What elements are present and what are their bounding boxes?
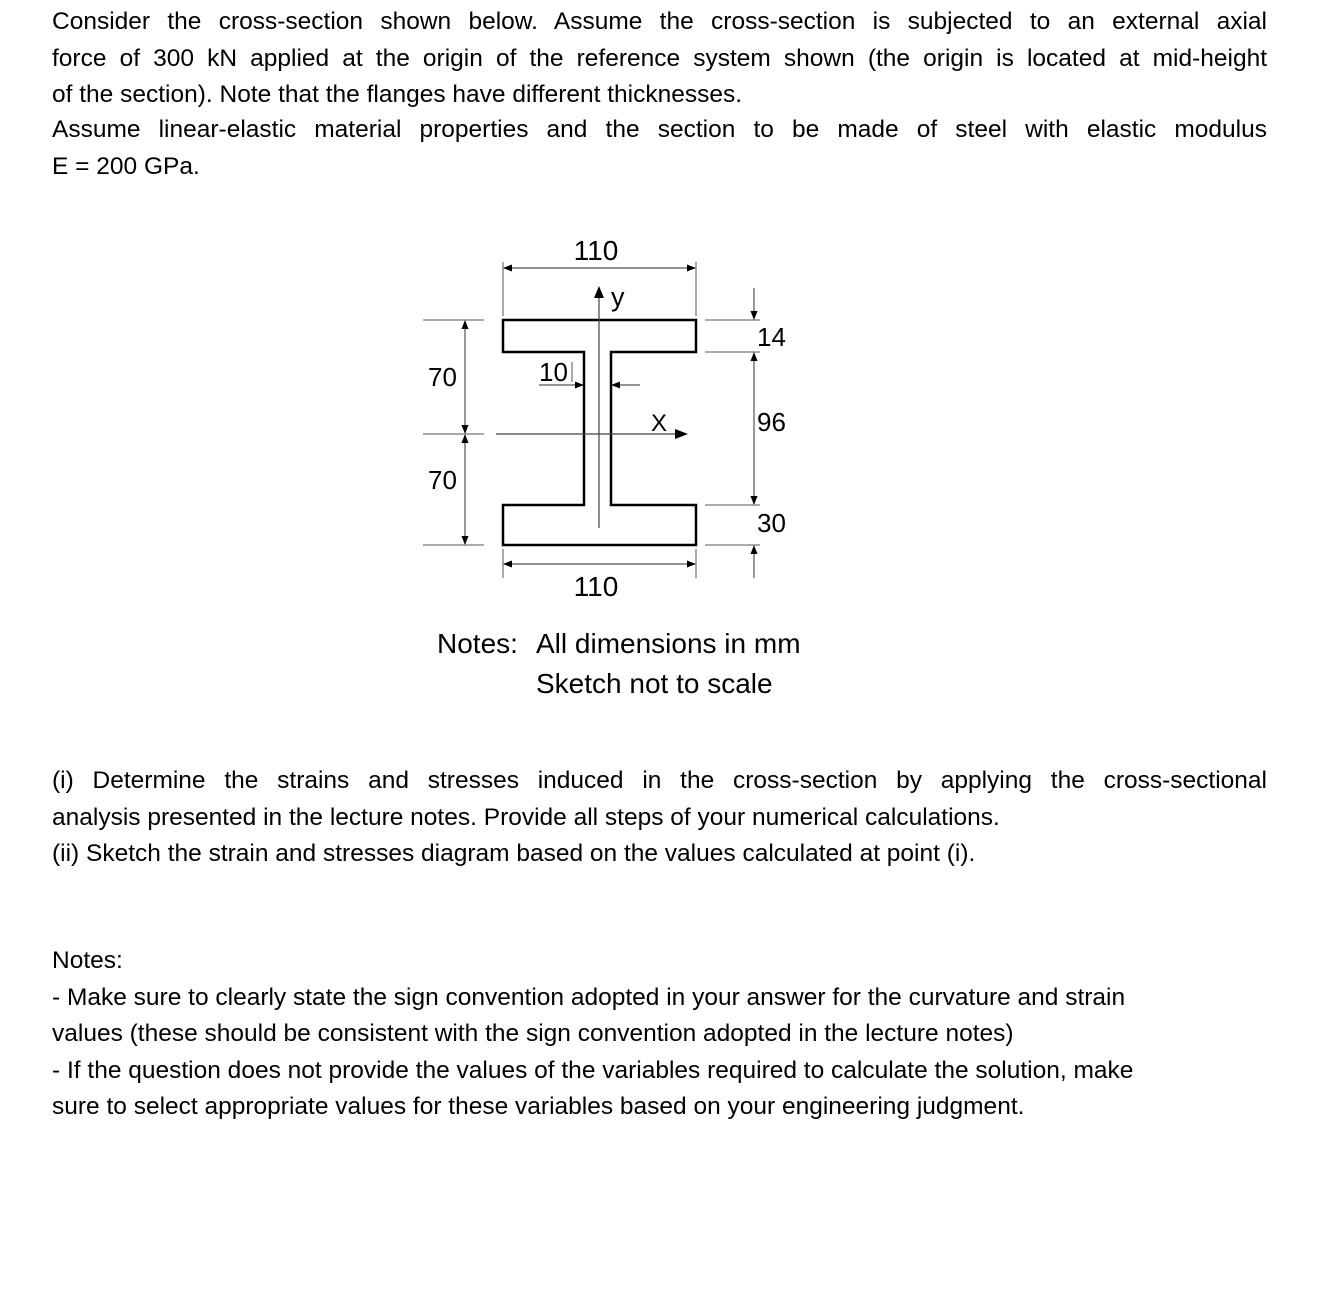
- notes-item-2-line-2: sure to select appropriate values for these variables based on your engineering judgment.: [52, 1093, 1025, 1120]
- task-line-1: (i) Determine the strains and stresses induced in the cross-section by applying the cross-sectional: [52, 767, 1267, 794]
- notes-item-2-line-1: - If the question does not provide the values of the variables required to calculate the solution, make: [52, 1056, 1134, 1084]
- bottom-flange-thickness-label: 30: [757, 508, 786, 538]
- task-line-2: analysis presented in the lecture notes. Provide all steps of your numerical calculations.: [52, 803, 1000, 831]
- notes-block: [52, 943, 1267, 1126]
- assumption-paragraph: [52, 112, 1267, 185]
- tasks-paragraph: [52, 763, 1267, 873]
- assumption-line-1: Assume linear-elastic material properties and the section to be made of steel with elastic modulus: [52, 116, 1267, 143]
- intro-line-2: force of 300 kN applied at the origin of the reference system shown (the origin is located at mid-height: [52, 44, 1267, 72]
- bottom-width-label: 110: [573, 571, 619, 602]
- x-axis-arrow-icon: [675, 429, 688, 439]
- intro-paragraph: [52, 4, 1267, 114]
- assumption-line-2: E = 200 GPa.: [52, 152, 200, 180]
- figure-notes-label: Notes:: [437, 628, 518, 659]
- notes-item-1-line-2: values (these should be consistent with the sign convention adopted in the lecture notes): [52, 1020, 1014, 1047]
- upper-half-label: 70: [428, 362, 457, 392]
- intro-line-1: Consider the cross-section shown below. Assume the cross-section is subjected to an external axial: [52, 8, 1267, 35]
- i-section-outline: [503, 320, 696, 545]
- lower-half-label: 70: [428, 465, 457, 495]
- top-flange-thickness-label: 14: [757, 322, 786, 352]
- figure-notes-line-2: Sketch not to scale: [536, 668, 773, 699]
- x-axis-label: X: [651, 410, 668, 437]
- web-thickness-label: 10: [539, 357, 568, 387]
- y-axis-label: y: [611, 282, 625, 312]
- web-height-label: 96: [757, 407, 786, 437]
- notes-heading: Notes:: [52, 947, 123, 974]
- y-axis-arrow-icon: [594, 286, 604, 298]
- intro-line-3: of the section). Note that the flanges have different thicknesses.: [52, 81, 743, 108]
- task-line-3: (ii) Sketch the strain and stresses diagram based on the values calculated at point (i).: [52, 840, 976, 867]
- figure-notes-line-1: All dimensions in mm: [536, 628, 801, 659]
- top-width-label: 110: [573, 235, 619, 266]
- notes-item-1-line-1: - Make sure to clearly state the sign convention adopted in your answer for the curvature and strain: [52, 983, 1126, 1011]
